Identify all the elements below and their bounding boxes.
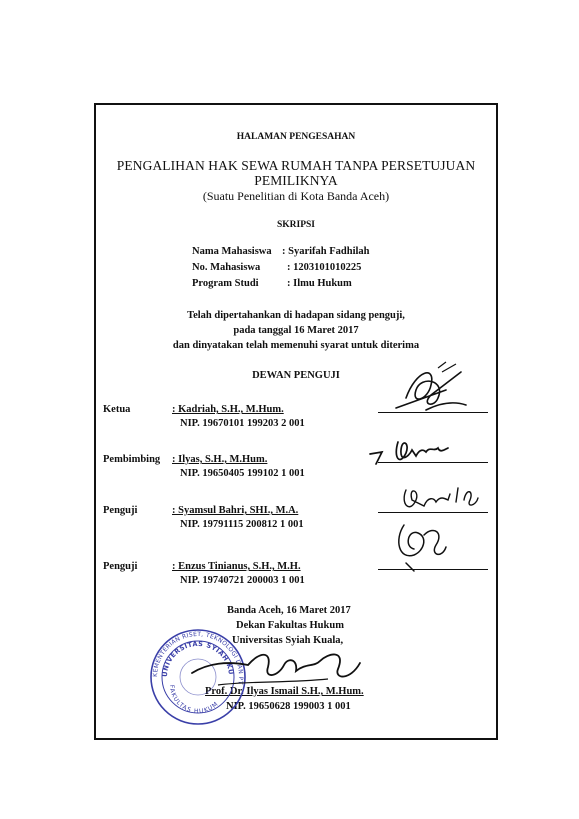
thesis-subtitle: (Suatu Penelitian di Kota Banda Aceh): [202, 189, 390, 203]
signature-kadriah: [376, 360, 486, 420]
thesis-title-line2: PEMILIKNYA: [254, 173, 338, 188]
document-type: SKRIPSI: [276, 220, 315, 230]
signature-ilyas: [368, 428, 478, 473]
examiner-nip: NIP. 19670101 199203 2 001: [180, 418, 305, 429]
student-number-value: : 1203101010225: [287, 262, 362, 273]
examiner-role: Penguji: [103, 561, 138, 572]
thesis-title-line1: PENGALIHAN HAK SEWA RUMAH TANPA PERSETUJUAN: [116, 158, 476, 173]
defense-line-1: Telah dipertahankan di hadapan sidang penguji,: [187, 310, 405, 321]
approval-university: Universitas Syiah Kuala,: [232, 635, 344, 646]
stamp-inner-text: UNIVERSITAS SYIAH KUALA: [145, 621, 235, 678]
stamp-bottom-text: FAKULTAS HUKUM: [167, 684, 221, 716]
examiner-nip: NIP. 19791115 200812 1 001: [180, 519, 304, 530]
study-program-label: Program Studi: [192, 278, 259, 289]
dean-name: Prof. Dr. Ilyas Ismail S.H., M.Hum.: [205, 686, 364, 697]
examiner-name: : Enzus Tinianus, S.H., M.H.: [172, 561, 301, 572]
page-header: HALAMAN PENGESAHAN: [236, 132, 356, 142]
examiner-name: : Ilyas, S.H., M.Hum.: [172, 454, 268, 465]
student-number-label: No. Mahasiswa: [192, 262, 261, 273]
examiner-nip: NIP. 19740721 200003 1 001: [180, 575, 305, 586]
examiner-name: : Kadriah, S.H., M.Hum.: [172, 404, 284, 415]
student-name-value: : Syarifah Fadhilah: [282, 246, 370, 257]
student-name-row: [192, 246, 370, 257]
signature-syamsul: [394, 478, 484, 518]
signature-enzus: [384, 515, 454, 575]
defense-line-3: dan dinyatakan telah memenuhi syarat untuk diterima: [172, 340, 420, 351]
student-name-label: Nama Mahasiswa: [192, 246, 272, 257]
stamp-outer-text: KEMENTERIAN RISET, TEKNOLOGI DAN PT: [151, 630, 245, 685]
defense-line-2: pada tanggal 16 Maret 2017: [233, 325, 359, 336]
dean-nip: NIP. 19650628 199003 1 001: [226, 701, 351, 712]
examiner-name: : Syamsul Bahri, SHI., M.A.: [172, 505, 299, 516]
svg-text:FAKULTAS HUKUM: [168, 685, 220, 715]
examiner-role: Penguji: [103, 505, 138, 516]
approval-dean-title: Dekan Fakultas Hukum: [236, 620, 344, 631]
signature-dean: [188, 643, 368, 688]
examiner-role: Ketua: [103, 404, 131, 415]
approval-place-date: Banda Aceh, 16 Maret 2017: [227, 605, 351, 616]
student-number-row: [192, 262, 361, 273]
study-program-row: [192, 278, 352, 289]
board-title: DEWAN PENGUJI: [252, 370, 340, 381]
study-program-value: : Ilmu Hukum: [287, 278, 352, 289]
examiner-role: Pembimbing: [103, 454, 161, 465]
examiner-nip: NIP. 19650405 199102 1 001: [180, 468, 305, 479]
